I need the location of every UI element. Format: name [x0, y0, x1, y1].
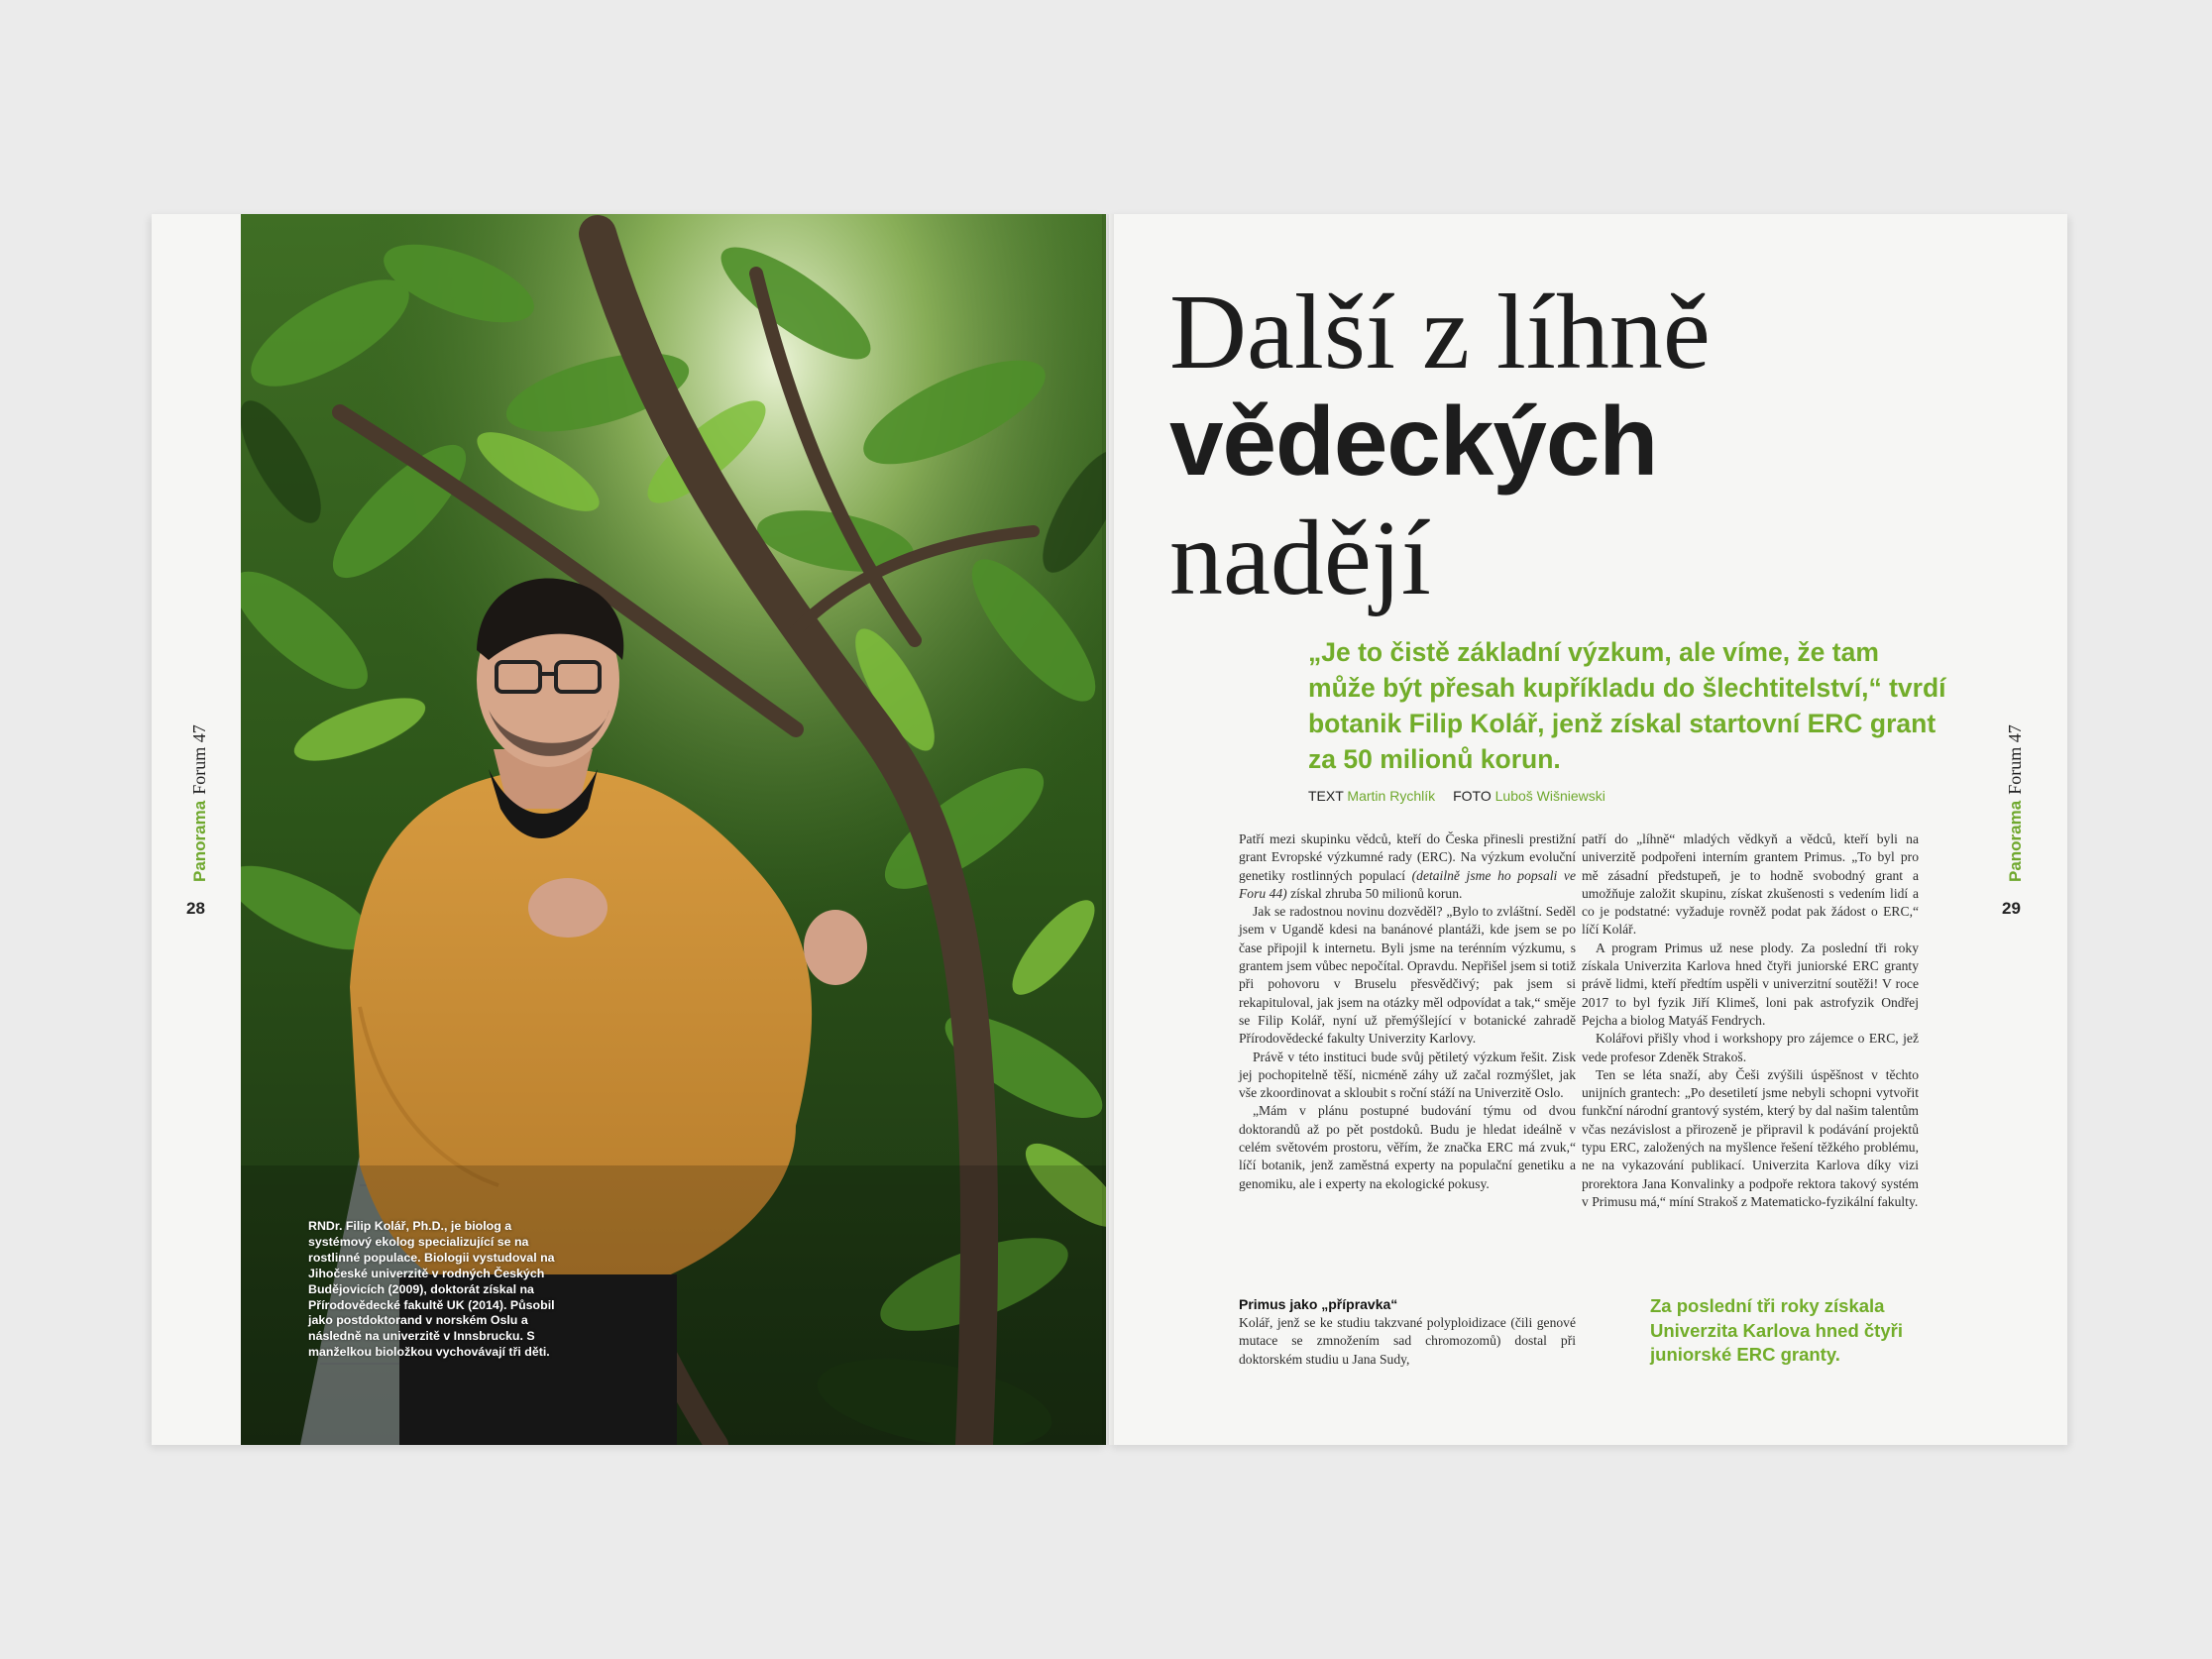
foto-label: FOTO [1453, 788, 1492, 804]
photographer-name: Luboš Wišniewski [1494, 788, 1605, 804]
left-magazine-name: Forum 47 [189, 724, 209, 795]
article-title-line-1: Další z líhně [1169, 274, 1711, 391]
right-running-head [2005, 724, 2026, 882]
column2-paragraph-2: A program Primus už nese plody. Za poslední tři roky získala Univerzita Karlova hned čtyři juniorské ERC granty právě lidmi, kteří předtím uspěli v univerzitní soutěži! V roce 2017 to byl fyzik Jiří Klimeš, loni pak astrofyzik Ondřej Pejcha a biolog Matyáš Fendrych. [1582, 940, 1919, 1028]
column1-continued-paragraph: Kolář, jenž se ke studiu takzvané polyploidizace (čili genové mutace se zmnožením sad chromozomů) dostal při doktorském studiu u Jana Sudy, [1239, 1315, 1576, 1367]
left-section-label: Panorama [190, 800, 209, 882]
column1-paragraph-3: Právě v této instituci bude svůj pětiletý výzkum řešit. Zisk jej pochopitelně těší, nicméně záhy už začal rozmýšlet, jak vše zkoordinovat a skloubit s roční stáží na Univerzitě Oslo. [1239, 1049, 1576, 1101]
column1-paragraph-2: Jak se radostnou novinu dozvěděl? „Bylo to zvláštní. Seděl jsem v Ugandě kdesi na banánové plantáži, kde jsem se po čase připojil k internetu. Byli jsme na terénním výzkumu, s grantem jsem vůbec nepočítal. Opravdu. Nepřišel jsem si totiž při pohovoru v Bruselu přesvědčivý; pak jsem si rekapituloval, jak jsem na otázky měl odpovídat a tak,“ směje se Filip Kolář, nyní už přemýšlející v botanické zahradě Přírodovědecké fakulty Univerzity Karlovy. [1239, 904, 1576, 1047]
column2-paragraph-4: Ten se léta snaží, aby Češi zvýšili úspěšnost v těchto unijních grantech: „Po desetiletí jsme nebyli schopni vytvořit funkční národní grantový systém, který by dal našim talentům včas nezávislost a přirozeně je připravil k podávání projektů typu ERC, založených na myšlence řešení těžkého problému, ne na vykazování publikací. Univerzita Karlova díky vizi prorektora Jana Konvalinky a podpoře rektora takový systém v Primusu má,“ míní Strakoš z Matematicko-fyzikální fakulty. [1582, 1066, 1919, 1209]
article-title-line-2: vědeckých [1169, 387, 1658, 496]
article-subheading: Primus jako „přípravka“ [1239, 1296, 1398, 1312]
author-name: Martin Rychlík [1347, 788, 1436, 804]
pull-quote: Za poslední tři roky získala Univerzita Karlova hned čtyři juniorské ERC granty. [1650, 1295, 1903, 1365]
column1-paragraph-1: Patří mezi skupinku vědců, kteří do Česka přinesli prestižní grant Evropské výzkumné rady (ERC). Na výzkum evoluční genetiky rostlinných populací (detailně jsme ho popsali ve Foru 44) získal zhruba 50 milionů korun. [1239, 831, 1576, 901]
article-credits [1308, 788, 1605, 804]
column2-paragraph-3: Kolářovi přišly vhod i workshopy pro zájemce o ERC, jež vede profesor Zdeněk Strakoš. [1582, 1031, 1919, 1064]
article-title-line-3: nadějí [1169, 499, 1431, 617]
left-running-head [189, 724, 210, 882]
column1-paragraph-4: „Mám v plánu postupné budování týmu od dvou doktorandů až po pět postdoků. Budu je hledat ideálně v celém světovém prostoru, věřím, že značka ERC má zvuk,“ líčí botanik, jenž zaměstná experty na populační genetiku a genomiku, ale i experty na ekologické pokusy. [1239, 1103, 1576, 1191]
article-column-2 [1582, 830, 1919, 1211]
article-column-1 [1239, 830, 1576, 1193]
right-section-label: Panorama [2006, 800, 2025, 882]
photo-caption: RNDr. Filip Kolář, Ph.D., je biolog a systémový ekolog specializující se na rostlinné populace. Biologii vystudoval na Jihočeské univerzitě v rodných Českých Budějovicích (2009), doktorát získal na Přírodovědecké fakultě UK (2014). Působil jako postdoktorand v norském Oslu a následně na univerzitě v Innsbrucku. S manželkou bioložkou vychovávají tři děti. [308, 1219, 555, 1360]
column2-paragraph-1: patří do „líhně“ mladých vědkyň a vědců, kteří byli na univerzitě podpořeni interním grantem Primus. „To byl pro mě zásadní předstupeň, je to hodně svobodný grant a umožňuje založit skupinu, získat zkušenosti s vedením lidí a co je podstatné: vyžaduje rovněž podat pak žádost o ERC,“ líčí Kolář. [1582, 831, 1919, 938]
right-page-number: 29 [2002, 899, 2021, 918]
left-page-number: 28 [186, 899, 205, 918]
right-magazine-name: Forum 47 [2005, 724, 2025, 795]
book-gutter [1102, 214, 1114, 1445]
column1-italic-note: (detailně jsme ho popsali ve Foru 44) [1239, 867, 1576, 901]
article-lead: „Je to čistě základní výzkum, ale víme, že tam může být přesah kupříkladu do šlechtitelství,“ tvrdí botanik Filip Kolář, jenž získal startovní ERC grant za 50 milionů korun. [1308, 637, 1946, 774]
text-label: TEXT [1308, 788, 1344, 804]
